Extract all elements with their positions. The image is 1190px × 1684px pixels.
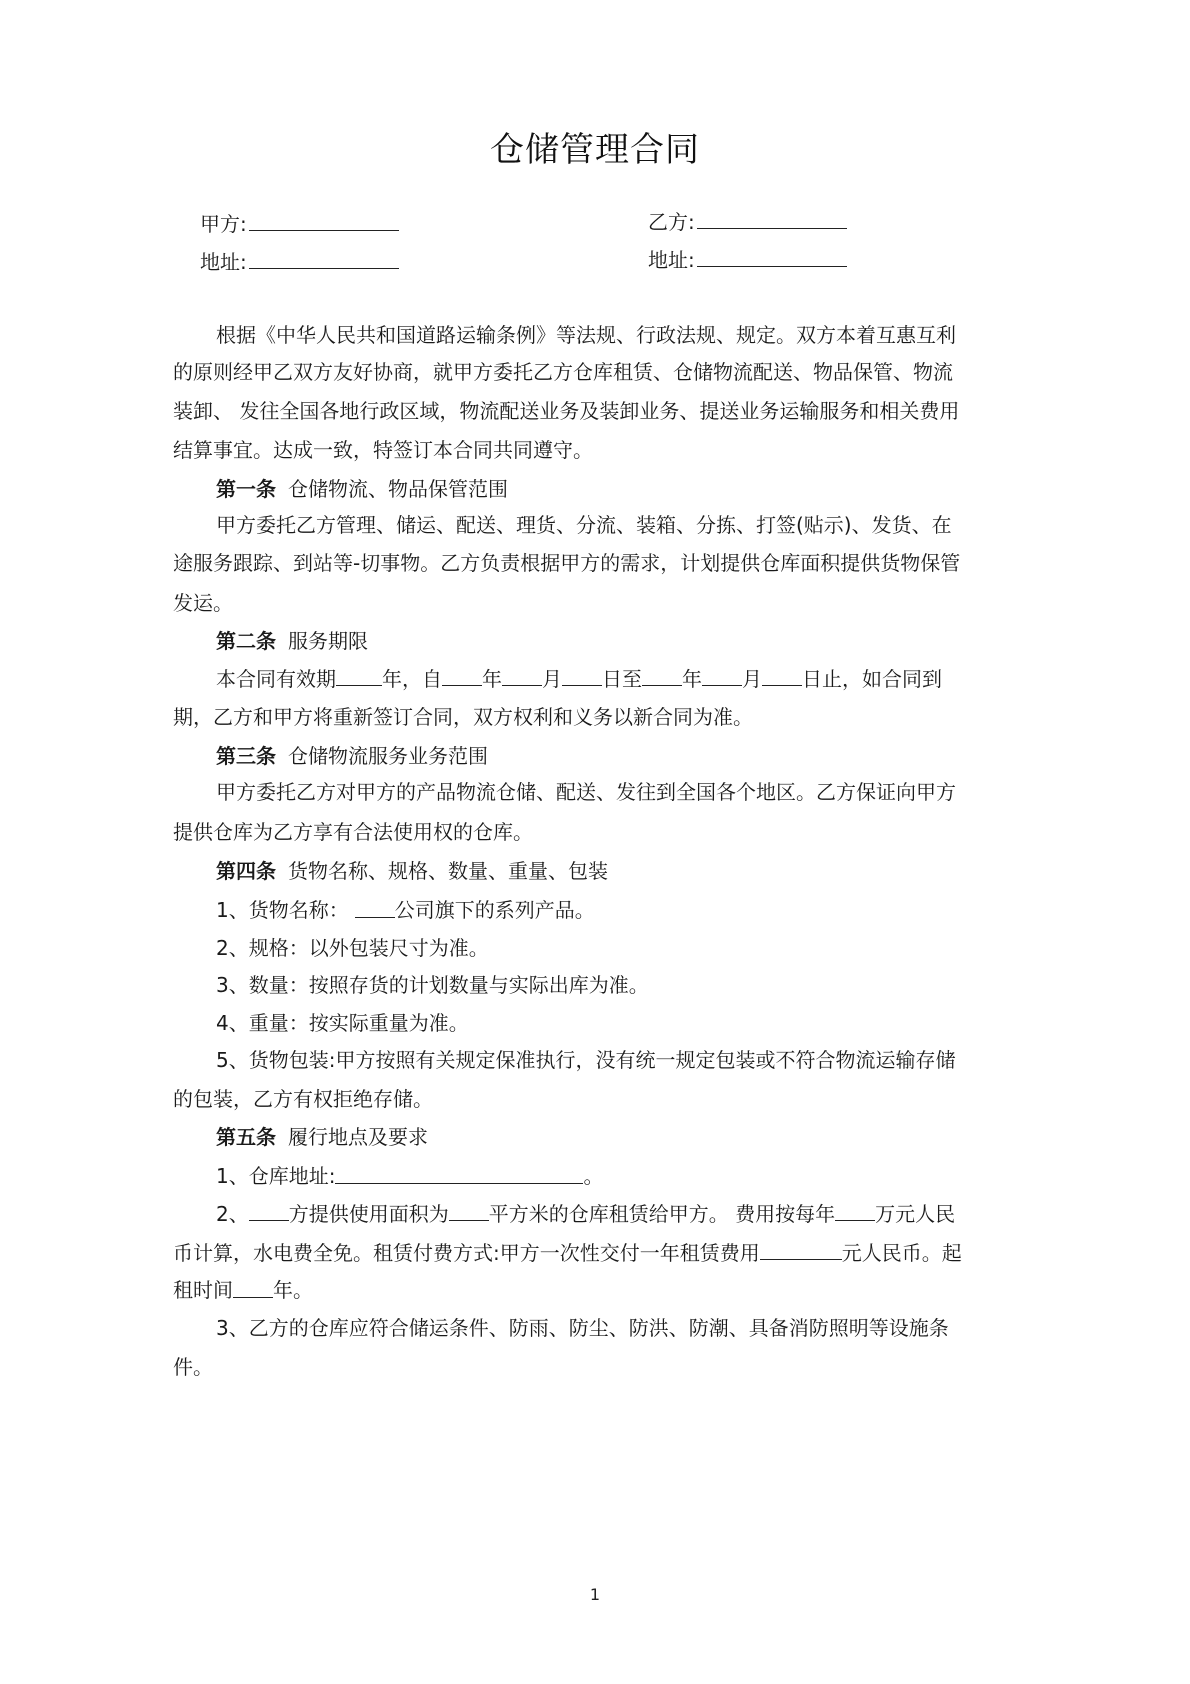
article-4-item-4: 4、重量：按实际重量为准。 bbox=[216, 1011, 469, 1035]
years-blank bbox=[336, 663, 382, 686]
article-1-heading bbox=[173, 474, 1033, 504]
provider-blank bbox=[249, 1198, 289, 1221]
intro-line: 根据《中华人民共和国道路运输条例》等法规、行政法规、规定。双方本着互惠互利 bbox=[216, 323, 956, 347]
party-b-address-label: 地址: bbox=[648, 248, 695, 272]
page-number: 1 bbox=[589, 1585, 601, 1604]
article-5-item-3: 3、乙方的仓库应符合储运条件、防雨、防尘、防洪、防潮、具备消防照明等设施条 bbox=[216, 1316, 949, 1340]
fee-label: 平方米的仓库租赁给甲方。 费用按每年 bbox=[488, 1202, 836, 1226]
article-4-heading bbox=[173, 856, 1033, 886]
intro-line: 结算事宜。达成一致，特签订本合同共同遵守。 bbox=[173, 438, 593, 462]
end-month-blank bbox=[702, 663, 742, 686]
goods-name-label: 1、货物名称： bbox=[216, 898, 349, 922]
article-2-title: 服务期限 bbox=[288, 629, 368, 653]
payment-text bbox=[173, 1237, 962, 1268]
article-5-item-3-cont: 件。 bbox=[173, 1355, 213, 1379]
article-3-heading bbox=[173, 741, 1033, 771]
article-5-item-1 bbox=[173, 1161, 1033, 1191]
end-month-label: 月 bbox=[742, 667, 762, 691]
article-4-title: 货物名称、规格、数量、重量、包装 bbox=[288, 859, 608, 883]
party-b-label: 乙方: bbox=[648, 210, 695, 234]
party-a-field bbox=[200, 208, 399, 239]
intro-line: 的原则经甲乙双方友好协商，就甲方委托乙方仓库租赁、仓储物流配送、物品保管、物流 bbox=[173, 360, 953, 384]
start-month-label: 月 bbox=[542, 667, 562, 691]
lease-start-suffix: 年。 bbox=[273, 1278, 313, 1302]
area-text bbox=[216, 1198, 955, 1229]
payment-amount-blank bbox=[760, 1237, 842, 1260]
article-5-heading bbox=[173, 1122, 1033, 1152]
goods-name-suffix: 公司旗下的系列产品。 bbox=[394, 898, 595, 922]
article-3-title: 仓储物流服务业务范围 bbox=[288, 744, 488, 768]
article-5-item-2-cont bbox=[173, 1237, 1033, 1268]
area-blank bbox=[449, 1198, 489, 1221]
end-year-label: 年 bbox=[682, 667, 702, 691]
party-b-blank bbox=[697, 206, 847, 229]
article-5-title: 履行地点及要求 bbox=[288, 1125, 428, 1149]
article-1-title: 仓储物流、物品保管范围 bbox=[288, 477, 508, 501]
article-3-label: 第三条 bbox=[216, 744, 276, 768]
article-1-line: 甲方委托乙方管理、储运、配送、理货、分流、装箱、分拣、打签(贴示)、发货、在 bbox=[216, 513, 952, 537]
article-5-item-2-start bbox=[173, 1275, 1033, 1305]
start-year-blank bbox=[442, 663, 482, 686]
start-day-label: 日至 bbox=[602, 667, 642, 691]
lease-start-blank bbox=[233, 1275, 273, 1298]
party-a-address-label: 地址: bbox=[200, 250, 247, 274]
start-month-blank bbox=[502, 663, 542, 686]
article-1-label: 第一条 bbox=[216, 477, 276, 501]
party-b-address-field bbox=[648, 244, 847, 275]
party-b-field bbox=[648, 206, 847, 237]
article-3-line: 提供仓库为乙方享有合法使用权的仓库。 bbox=[173, 820, 533, 844]
article-3-line: 甲方委托乙方对甲方的产品物流仓储、配送、发往到全国各个地区。乙方保证向甲方 bbox=[216, 780, 956, 804]
document-title: 仓储管理合同 bbox=[490, 130, 700, 170]
area-label: 方提供使用面积为 bbox=[288, 1202, 449, 1226]
article-1-line: 途服务跟踪、到站等-切事物。乙方负责根据甲方的需求，计划提供仓库面积提供货物保管 bbox=[173, 551, 961, 575]
end-year-blank bbox=[642, 663, 682, 686]
warehouse-address-blank bbox=[335, 1161, 583, 1184]
article-4-item-5-cont: 的包装，乙方有权拒绝存储。 bbox=[173, 1087, 433, 1111]
company-blank bbox=[355, 895, 395, 918]
annual-fee-blank bbox=[835, 1198, 875, 1221]
article-2-line: 期，乙方和甲方将重新签订合同，双方权利和义务以新合同为准。 bbox=[173, 705, 753, 729]
term-validity-label: 本合同有效期 bbox=[216, 667, 336, 691]
article-5-item-2 bbox=[173, 1198, 1033, 1229]
term-text bbox=[216, 663, 942, 694]
article-2-term-line bbox=[173, 663, 1033, 694]
article-5-label: 第五条 bbox=[216, 1125, 276, 1149]
article-4-label: 第四条 bbox=[216, 859, 276, 883]
start-year-label: 年 bbox=[482, 667, 502, 691]
end-day-label: 日止，如合同到 bbox=[802, 667, 942, 691]
lease-start-label: 租时间 bbox=[173, 1278, 233, 1302]
article-4-item-1 bbox=[173, 895, 1033, 925]
start-day-blank bbox=[562, 663, 602, 686]
end-day-blank bbox=[762, 663, 802, 686]
party-a-address-field bbox=[200, 246, 399, 277]
item-2-number: 2、 bbox=[216, 1202, 249, 1226]
article-2-heading bbox=[173, 626, 1033, 656]
article-1-line: 发运。 bbox=[173, 591, 233, 615]
article-4-item-2: 2、规格：以外包装尺寸为准。 bbox=[216, 936, 489, 960]
article-4-item-5: 5、货物包装:甲方按照有关规定保准执行，没有统一规定包装或不符合物流运输存储 bbox=[216, 1048, 956, 1072]
payment-label: 币计算，水电费全免。租赁付费方式:甲方一次性交付一年租赁费用 bbox=[173, 1241, 760, 1265]
intro-line: 装卸、 发往全国各地行政区域，物流配送业务及装卸业务、提送业务运输服务和相关费用 bbox=[173, 399, 960, 423]
warehouse-address-label: 1、仓库地址: bbox=[216, 1164, 336, 1188]
party-a-blank bbox=[249, 208, 399, 231]
payment-currency-label: 元人民币。起 bbox=[841, 1241, 962, 1265]
article-4-item-3: 3、数量：按照存货的计划数量与实际出库为准。 bbox=[216, 973, 649, 997]
party-a-address-blank bbox=[249, 246, 399, 269]
term-from-label: 年，自 bbox=[382, 667, 442, 691]
article-2-label: 第二条 bbox=[216, 629, 276, 653]
party-b-address-blank bbox=[697, 244, 847, 267]
party-a-label: 甲方: bbox=[200, 212, 247, 236]
warehouse-address-suffix: 。 bbox=[583, 1164, 604, 1188]
currency-label: 万元人民 bbox=[875, 1202, 956, 1226]
